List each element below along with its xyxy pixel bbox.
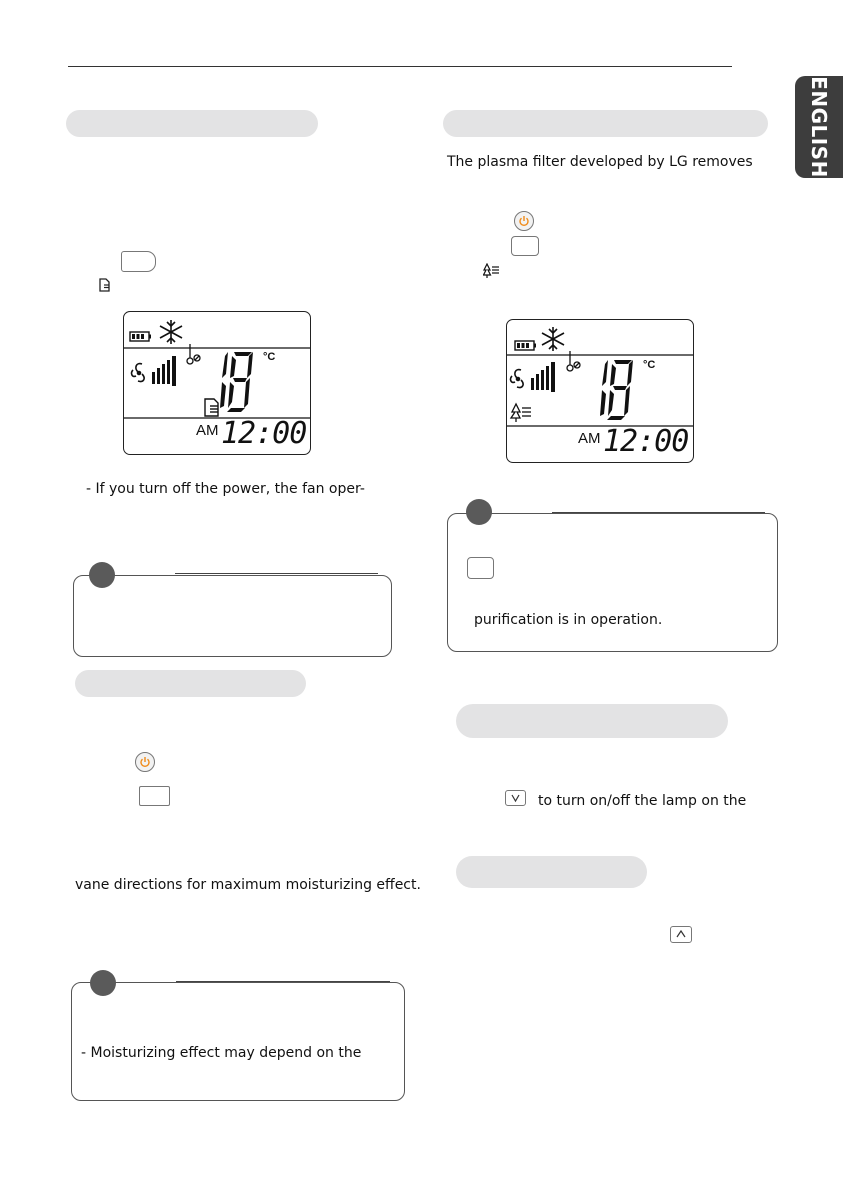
fan-speed-bars-2	[531, 362, 555, 392]
fan-speed-bars	[152, 356, 176, 386]
section-header-bar-5	[456, 856, 647, 888]
note-rule	[175, 573, 378, 574]
section-header-bar-4	[456, 704, 728, 738]
header-rule	[68, 66, 732, 67]
auto-clean-icon	[97, 278, 111, 292]
temperature-unit-2: °C	[643, 359, 656, 371]
clock-time: 12:00	[221, 416, 307, 451]
temperature-digits-2	[600, 360, 633, 420]
language-tab	[795, 76, 843, 178]
power-button-icon-2	[514, 211, 534, 231]
language-tab-label: ENGLISH	[807, 76, 831, 178]
section-header-bar-2	[75, 670, 306, 697]
fan-off-text: - If you turn off the power, the fan oper-	[86, 481, 365, 497]
thermometer-icon-2	[567, 351, 580, 371]
temperature-unit: °C	[263, 351, 276, 363]
note-text-2: purification is in operation.	[474, 612, 663, 628]
temperature-digits	[220, 352, 253, 412]
clock-time-2: 12:00	[603, 424, 689, 459]
note-box-3	[71, 982, 405, 1101]
section-header-bar-3	[443, 110, 768, 137]
time-period-2: AM	[578, 430, 601, 447]
section-header-bar-1	[66, 110, 318, 137]
time-period: AM	[196, 422, 219, 439]
lcd-display-plasma	[506, 319, 694, 463]
up-button-icon	[670, 926, 692, 943]
power-button-icon	[135, 752, 155, 772]
lamp-text: to turn on/off the lamp on the	[538, 793, 747, 809]
fan-icon	[132, 364, 145, 382]
down-button-icon	[505, 790, 526, 806]
cooling-mode-icon-2	[542, 327, 564, 351]
plasma-button-icon	[511, 236, 539, 256]
note-icon-3	[90, 970, 116, 996]
moisturizing-text: vane directions for maximum moisturizing effect.	[75, 877, 421, 893]
fan-icon-2	[511, 370, 524, 388]
note-rule-3	[176, 981, 390, 982]
note-box-2	[447, 513, 778, 652]
battery-icon	[130, 332, 151, 341]
battery-icon-2	[515, 341, 536, 350]
plasma-icon	[483, 263, 501, 279]
lcd-display-auto-clean	[123, 311, 311, 455]
function-button-icon-2	[139, 786, 170, 806]
plasma-button-icon-2	[467, 557, 494, 579]
auto-clean-indicator	[205, 399, 218, 416]
note-box-1	[73, 575, 392, 657]
note-icon	[89, 562, 115, 588]
note-rule-2	[552, 512, 765, 513]
thermometer-icon	[187, 344, 200, 364]
note-icon-2	[466, 499, 492, 525]
plasma-indicator	[511, 404, 531, 422]
function-button-icon	[121, 251, 156, 272]
note-text-3: - Moisturizing effect may depend on the	[81, 1045, 362, 1061]
plasma-filter-text: The plasma filter developed by LG removes	[447, 154, 753, 170]
cooling-mode-icon	[160, 320, 182, 344]
